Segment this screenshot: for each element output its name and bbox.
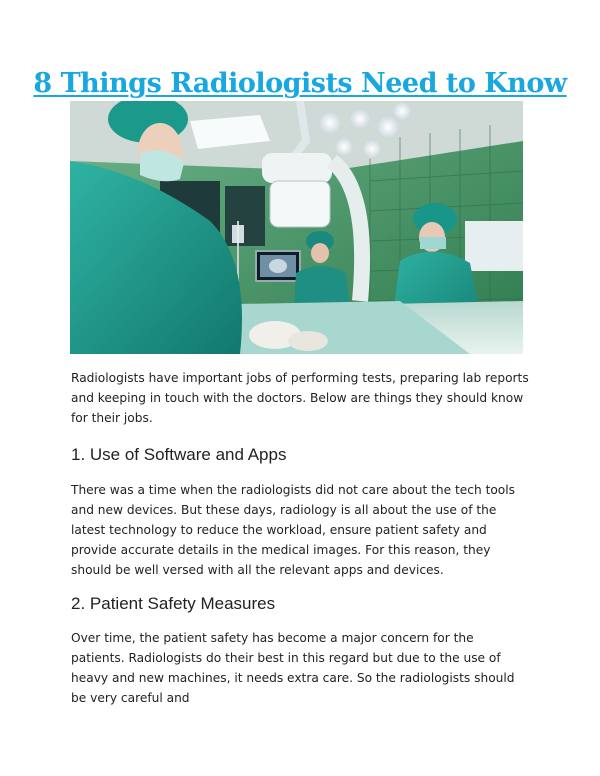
section-heading: 1. Use of Software and Apps <box>71 445 287 464</box>
section-heading: 2. Patient Safety Measures <box>71 594 276 613</box>
section-paragraph: There was a time when the radiologists did not care about the tech tools and new devices. But these days, radiology is all about the use of the latest technology to reduce the workload, ensure patient safety and provide accurate details in the medical images. For this reason, they should be well versed with all the relevant apps and devices. <box>71 483 515 577</box>
operating-room-photo <box>70 101 523 354</box>
section-paragraph: Over time, the patient safety has become a major concern for the patients. Radiologists do their best in this regard but due to the use of heavy and new machines, it needs extra care. So the radiologists should be very careful and <box>71 631 515 705</box>
page-title: 8 Things Radiologists Need to Know <box>33 68 567 99</box>
intro-paragraph: Radiologists have important jobs of performing tests, preparing lab reports and keeping in touch with the doctors. Below are things they should know for their jobs. <box>71 371 529 425</box>
